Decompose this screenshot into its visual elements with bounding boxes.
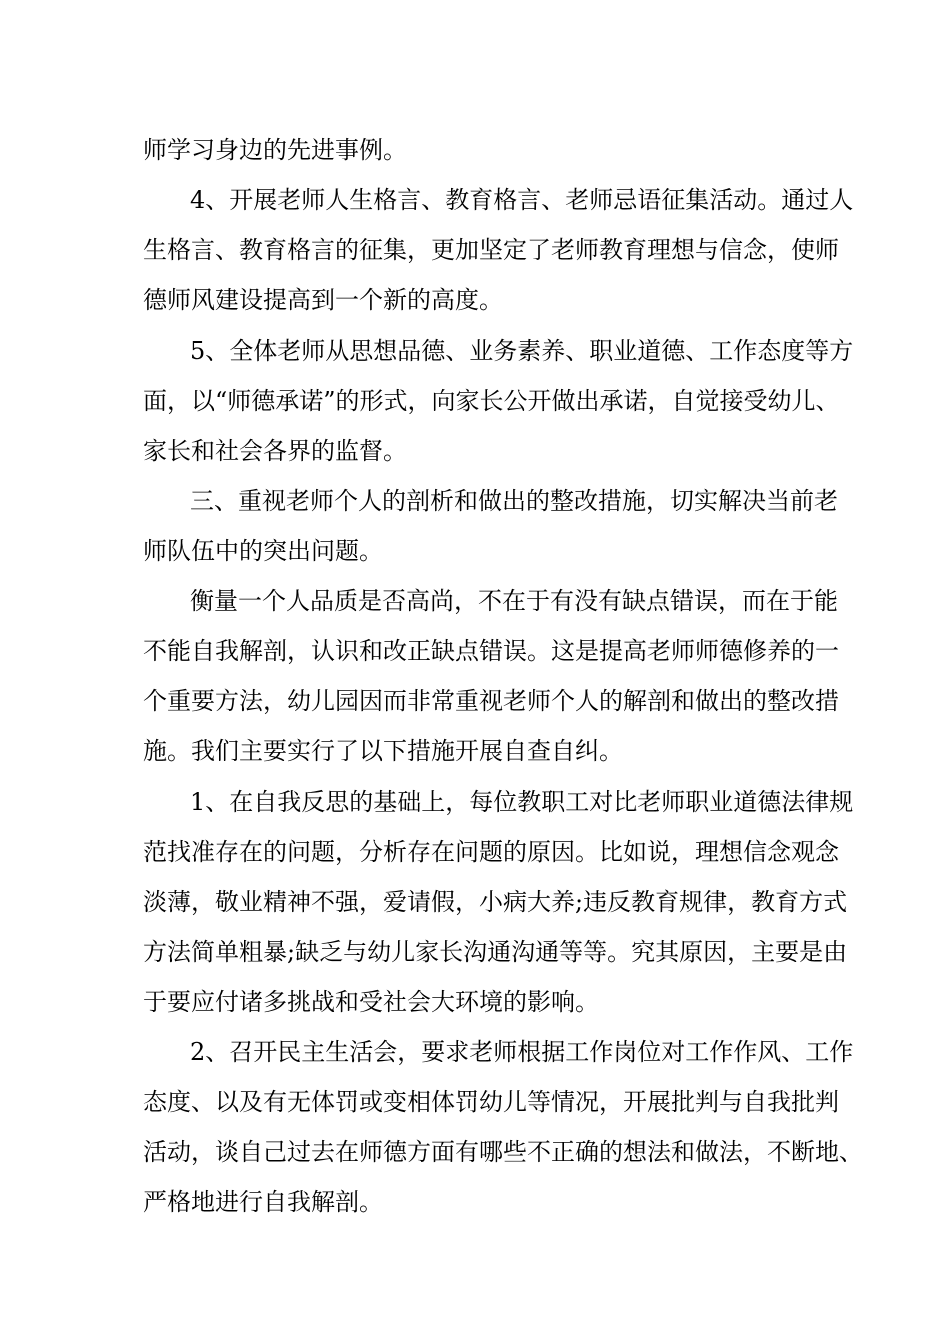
paragraph-7-line-2: 态度、以及有无体罚或变相体罚幼儿等情况，开展批判与自我批判	[143, 1088, 839, 1116]
paragraph-6-line-4: 方法简单粗暴;缺乏与幼儿家长沟通沟通等等。究其原因，主要是由	[143, 938, 848, 966]
paragraph-5-line-2: 不能自我解剖，认识和改正缺点错误。这是提高老师师德修养的一	[143, 637, 839, 665]
paragraph-3-line-2: 面，以“师德承诺”的形式，向家长公开做出承诺，自觉接受幼儿、	[143, 387, 840, 415]
paragraph-6-line-5: 于要应付诸多挑战和受社会大环境的影响。	[143, 988, 599, 1016]
paragraph-3-line-3: 家长和社会各界的监督。	[143, 437, 407, 465]
section-heading-line-2: 师队伍中的突出问题。	[143, 537, 383, 565]
paragraph-7-line-1: 2、召开民主生活会，要求老师根据工作岗位对工作作风、工作	[190, 1038, 854, 1066]
section-heading-line-1: 三、重视老师个人的剖析和做出的整改措施，切实解决当前老	[190, 487, 838, 515]
paragraph-6-line-2: 范找准存在的问题，分析存在问题的原因。比如说，理想信念观念	[143, 838, 839, 866]
paragraph-5-line-3: 个重要方法，幼儿园因而非常重视老师个人的解剖和做出的整改措	[143, 687, 839, 715]
paragraph-7-line-3: 活动，谈自己过去在师德方面有哪些不正确的想法和做法，不断地、	[143, 1138, 863, 1166]
paragraph-2-line-1: 4、开展老师人生格言、教育格言、老师忌语征集活动。通过人	[190, 186, 854, 214]
paragraph-7-line-4: 严格地进行自我解剖。	[143, 1188, 383, 1216]
paragraph-5-line-4: 施。我们主要实行了以下措施开展自查自纠。	[143, 737, 623, 765]
paragraph-6-line-3: 淡薄，敬业精神不强，爱请假，小病大养;违反教育规律，教育方式	[143, 888, 848, 916]
paragraph-6-line-1: 1、在自我反思的基础上，每位教职工对比老师职业道德法律规	[190, 788, 854, 816]
paragraph-5-line-1: 衡量一个人品质是否高尚，不在于有没有缺点错误，而在于能	[190, 587, 838, 615]
paragraph-1-line-1: 师学习身边的先进事例。	[143, 136, 407, 164]
paragraph-2-line-3: 德师风建设提高到一个新的高度。	[143, 286, 503, 314]
paragraph-3-line-1: 5、全体老师从思想品德、业务素养、职业道德、工作态度等方	[190, 337, 854, 365]
paragraph-2-line-2: 生格言、教育格言的征集，更加坚定了老师教育理想与信念，使师	[143, 236, 839, 264]
